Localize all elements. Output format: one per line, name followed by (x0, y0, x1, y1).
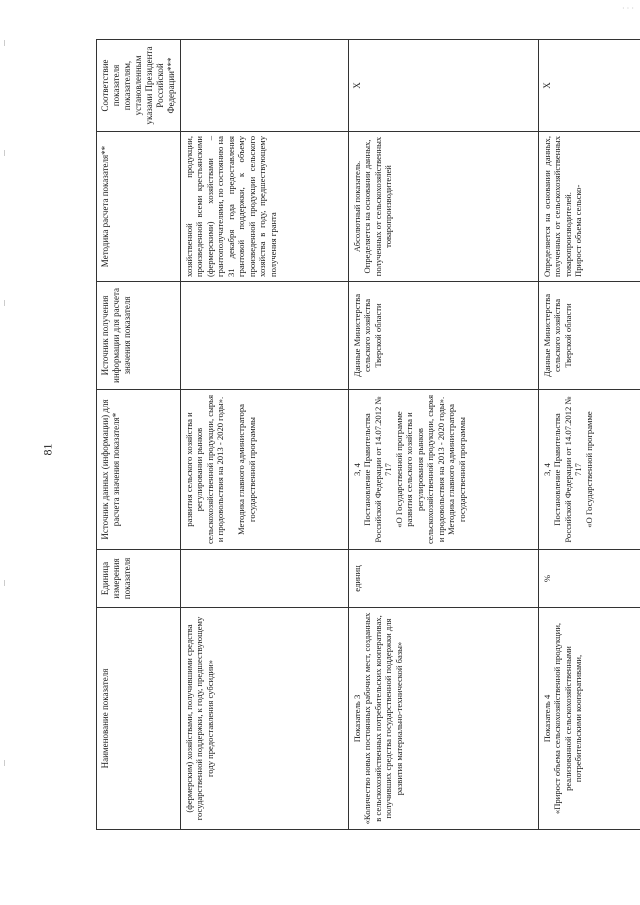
cell-source-info (180, 282, 348, 390)
cell-method-text: Определяется на основании данных, полученных от сельскохозяйственных товаропроизводителей. Прирост объема сельско- (541, 136, 584, 277)
cell-source-info-text: Данные Министерства сельского хозяйства Тверской области (351, 293, 383, 378)
scan-tick (4, 150, 5, 156)
cell-compliance-text: X (541, 82, 552, 89)
cell-source-info (538, 282, 640, 390)
cell-name (538, 608, 640, 830)
cell-unit (348, 550, 538, 608)
cell-source-data (348, 390, 538, 550)
cell-source-data (180, 390, 348, 550)
cell-name-text: Показатель 3 «Количество новых постоянных рабочих мест, созданных в сельскохозяйственных потребительских кооперативах, получивших средства государственной поддержки для развития материально-технической базы» (351, 612, 404, 825)
cell-source-data-text: развития сельского хозяйства и регулировании рынков сельскохозяйственной продукции, сырья и продовольствия на 2013 - 2020 годы». Методика главного администратора государственной программы (183, 394, 257, 545)
header-source-info: Источник получения информации для расчета значения показателя (97, 282, 181, 390)
cell-unit-text: % (541, 574, 552, 583)
scan-tick (4, 300, 5, 306)
page-number: 81 (40, 443, 55, 456)
header-source-data: Источник данных (информации) для расчета значения показателя* (97, 390, 181, 550)
cell-source-info (348, 282, 538, 390)
table-row (538, 40, 640, 830)
cell-name-text: (фермерским) хозяйствами, получившими средства государственной поддержки, к году, предшествующему году предоставления субсидии» (183, 616, 215, 821)
cell-unit (180, 550, 348, 608)
cell-source-info-text: Данные Министерства сельского хозяйства Тверской области (541, 293, 573, 378)
scan-tick (4, 580, 5, 586)
cell-source-data-text: 3, 4 Постановление Правительства Российской Федерации от 14.07.2012 № 717 «О Государственной программе (541, 396, 594, 543)
table-row (180, 40, 348, 830)
cell-method (538, 132, 640, 282)
cell-source-data-text: 3, 4 Постановление Правительства Российской Федерации от 14.07.2012 № 717 «О Государственной программе развития сельского хозяйства и регулирования рынков сельскохозяйственной продукции, сырья и продовольствия на 2013 - 2020 годы». Методика главного администратора государственной программы (351, 394, 467, 545)
scan-tick (4, 760, 5, 766)
cell-name-text: Показатель 4 «Прирост объема сельскохозяйственной продукции, реализованной сельскохозяйственными потребительскими кооперативами, (541, 622, 584, 815)
cell-compliance-text: X (351, 82, 362, 89)
cell-source-data (538, 390, 640, 550)
cell-method-text: Абсолютный показатель. Определяется на основании данных, полученных от сельскохозяйственных товаропроизводителей (351, 136, 394, 277)
header-method: Методика расчета показателя** (97, 132, 181, 282)
indicators-table (96, 39, 640, 830)
scan-tick (4, 40, 5, 46)
header-name: Наименование показателя (97, 608, 181, 830)
cell-compliance (538, 40, 640, 132)
cell-method (180, 132, 348, 282)
cell-compliance (180, 40, 348, 132)
scan-edge-marks: · · · (622, 4, 634, 13)
cell-name (180, 608, 348, 830)
table-header-row (97, 40, 181, 830)
table-row (348, 40, 538, 830)
rotated-table-container (96, 40, 636, 830)
cell-unit (538, 550, 640, 608)
cell-method (348, 132, 538, 282)
header-unit: Единица измерения показателя (97, 550, 181, 608)
header-compliance: Соответствие показателя показателям, установленным указами Президента Российской Федерации*** (97, 40, 181, 132)
cell-compliance (348, 40, 538, 132)
cell-unit-text: единиц (351, 565, 362, 592)
cell-name (348, 608, 538, 830)
cell-method-text: хозяйственной продукции, произведенной всеми крестьянскими (фермерскими) хозяйствами – грантополучателями, по состоянию на 31 декабря года предоставления грантовой поддержки, к объему произведенной продукции сельского хозяйства в году, предшествующему получения гранта (183, 136, 278, 277)
